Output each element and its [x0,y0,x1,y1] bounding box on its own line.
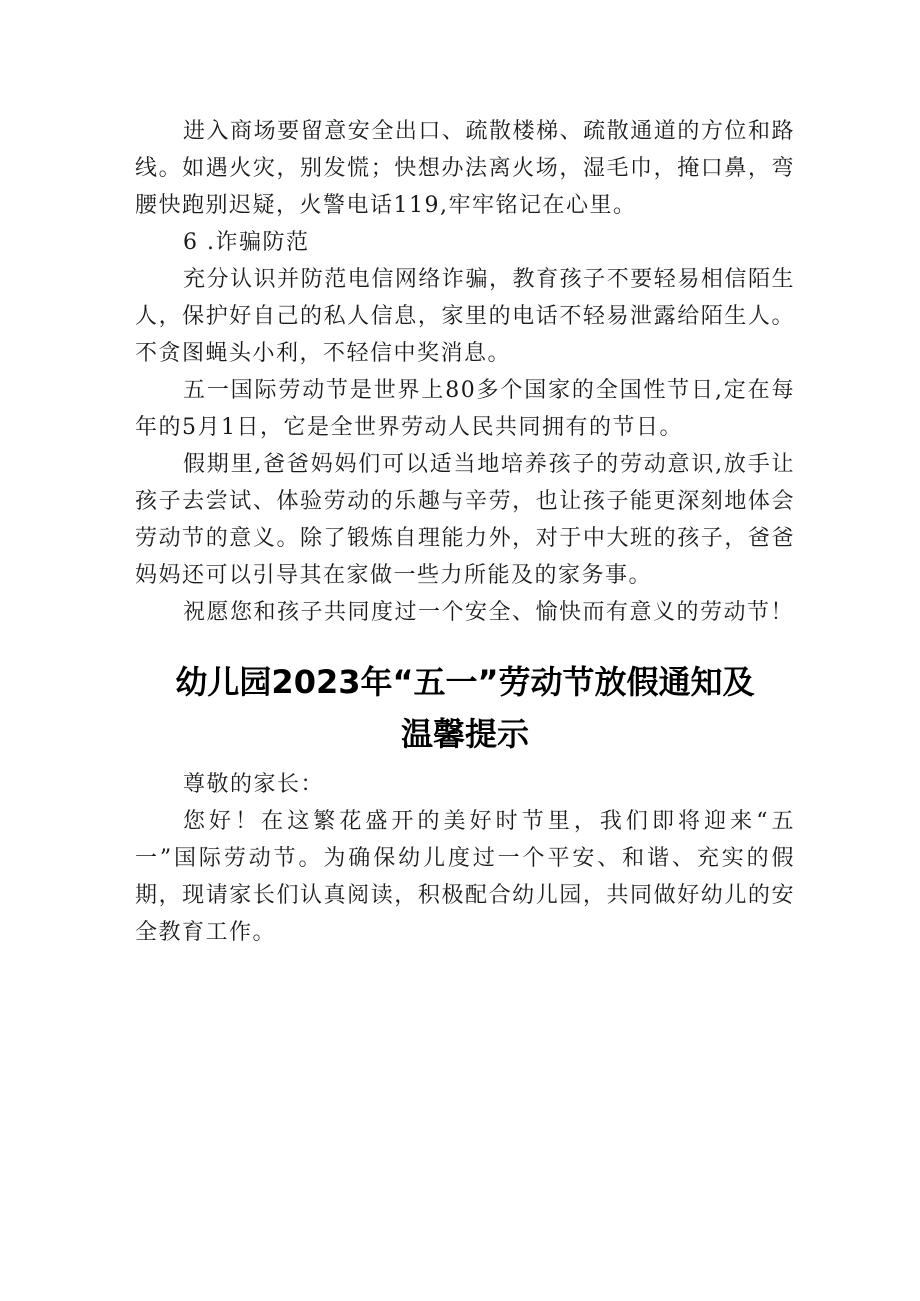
paragraph-notice-intro: 您好！在这繁花盛开的美好时节里，我们即将迎来“五一”国际劳动节。为确保幼儿度过一个平安、和谐、充实的假期，现请家长们认真阅读，积极配合幼儿园，共同做好幼儿的安全教育工作。 [135,809,795,945]
paragraph-fraud-prevention: 充分认识并防范电信网络诈骗，教育孩子不要轻易相信陌生人，保护好自己的私人信息，家里的电话不轻易泄露给陌生人。不贪图蝇头小利，不轻信中奖消息。 [135,267,795,366]
paragraph-labor-day-intro: 五一国际劳动节是世界上80多个国家的全国性节日,定在每年的5月1日，它是全世界劳动人民共同拥有的节日。 [135,378,795,440]
notice-title [135,656,795,760]
spacer [135,631,795,656]
document-content [135,113,795,951]
section-heading-fraud-prevention: 6 .诈骗防范 [183,230,310,255]
notice-title-line1: 幼儿园2023年“五一”劳动节放假通知及 [175,663,755,701]
paragraph-holiday-advice: 假期里,爸爸妈妈们可以适当地培养孩子的劳动意识,放手让孩子去尝试、体验劳动的乐趣与辛劳，也让孩子能更深刻地体会劳动节的意义。除了锻炼自理能力外，对于中大班的孩子，爸爸妈妈还可以引导其在家做一些力所能及的家务事。 [135,452,795,588]
notice-title-line2: 温馨提示 [400,715,529,753]
greeting: 尊敬的家长： [183,772,325,797]
paragraph-fire-safety: 进入商场要留意安全出口、疏散楼梯、疏散通道的方位和路线。如遇火灾，别发慌；快想办法离火场，湿毛巾，掩口鼻，弯腰快跑别迟疑，火警电话119,牢牢铭记在心里。 [135,119,795,218]
paragraph-closing-wish: 祝愿您和孩子共同度过一个安全、愉快而有意义的劳动节！ [183,600,795,625]
